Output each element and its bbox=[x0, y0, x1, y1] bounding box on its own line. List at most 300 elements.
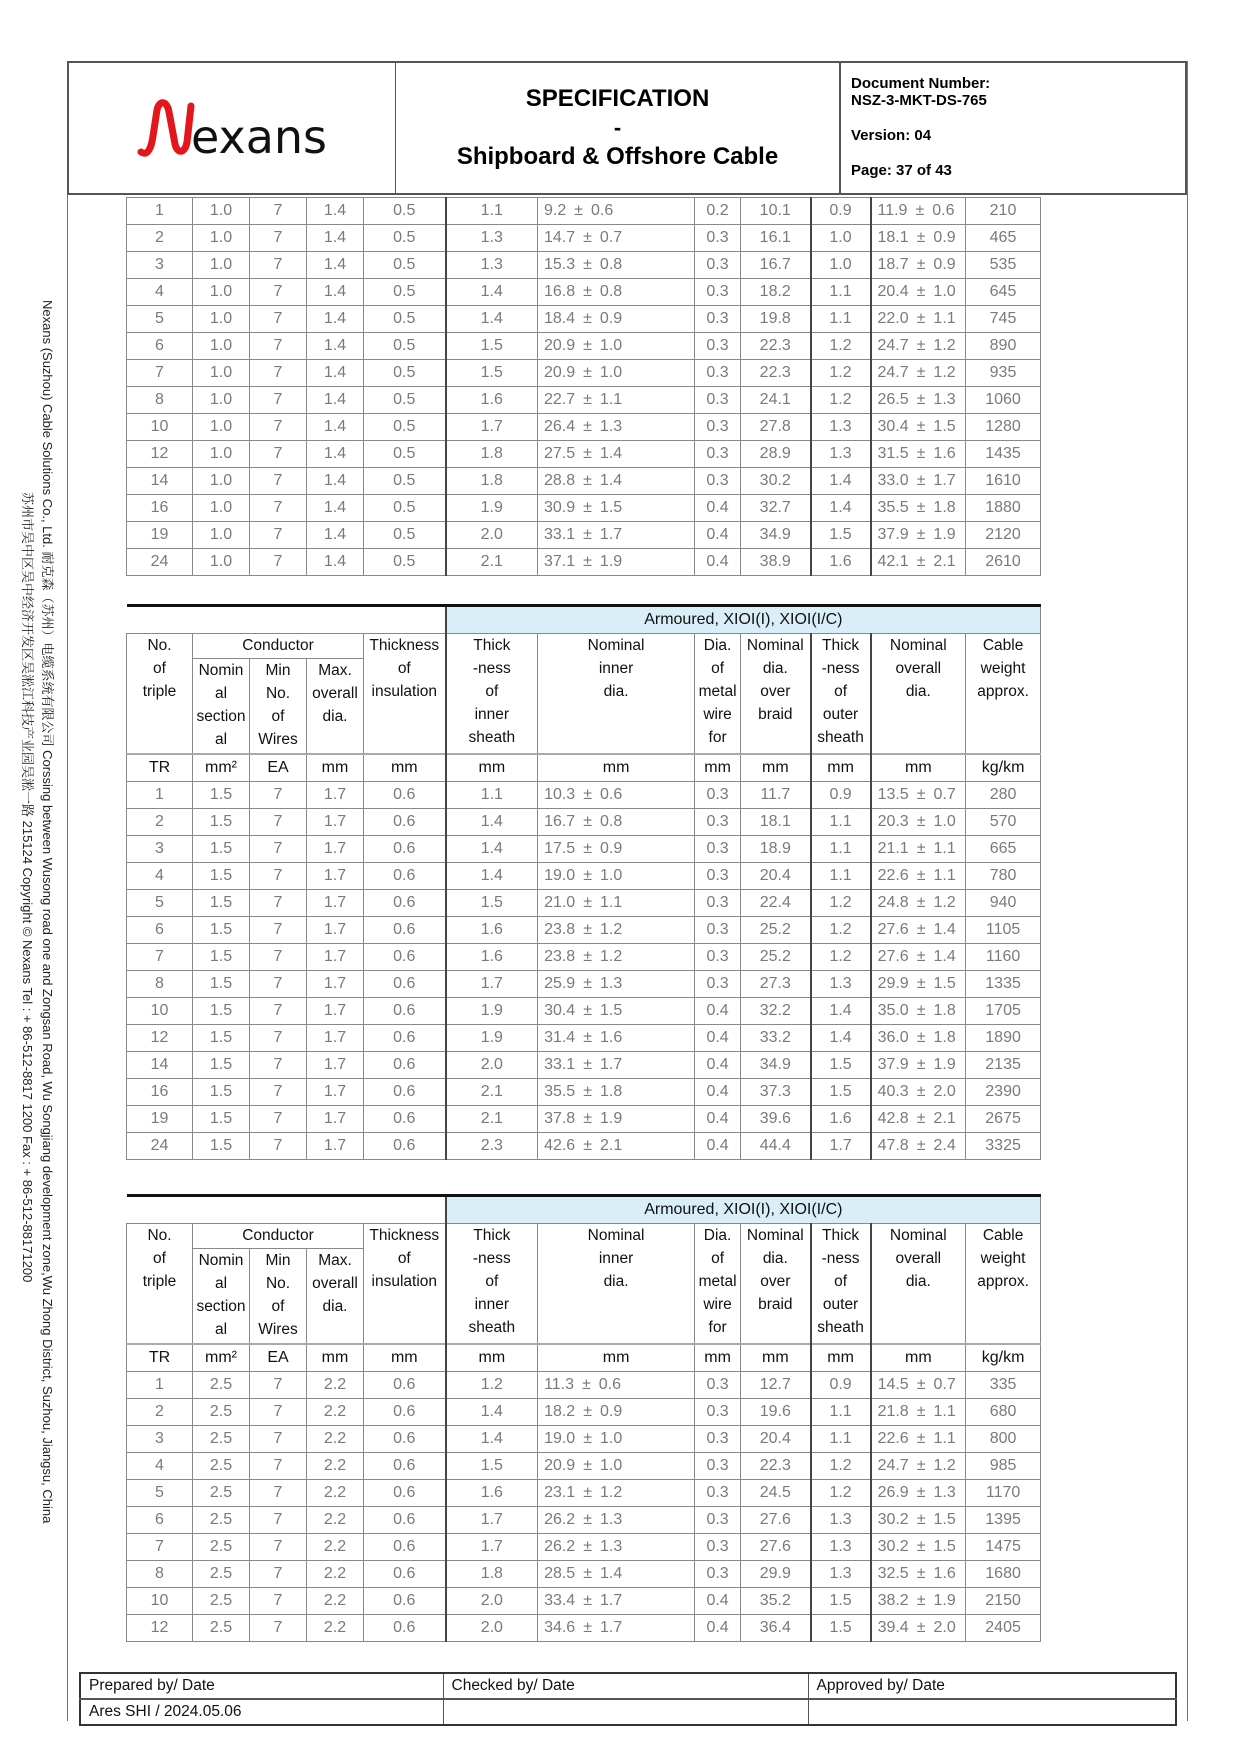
cell: 22.3 bbox=[741, 1453, 811, 1480]
inner-dia-tolerance: 1.0 bbox=[599, 1457, 623, 1474]
cell: 7 bbox=[250, 944, 307, 971]
plus-minus: ± bbox=[583, 948, 592, 965]
overall-dia-tolerance: 1.3 bbox=[933, 1484, 956, 1501]
cell: 0.6 bbox=[364, 1426, 446, 1453]
cell: 7 bbox=[127, 360, 193, 387]
cell: 7 bbox=[250, 1561, 307, 1588]
cell: 2.0 bbox=[446, 522, 538, 549]
col-min-wires-line: of bbox=[271, 1297, 285, 1315]
cell: 34.9 bbox=[741, 522, 811, 549]
doc-number-label: Document Number: bbox=[851, 75, 991, 92]
cell: 7 bbox=[250, 468, 307, 495]
overall-dia-tolerance: 1.1 bbox=[933, 867, 956, 884]
col-outer-sheath-line: sheath bbox=[817, 729, 864, 746]
plus-minus: ± bbox=[916, 1056, 926, 1073]
col-weight-line: Cable bbox=[982, 637, 1024, 654]
col-outer-sheath bbox=[811, 1224, 871, 1345]
cell: 0.5 bbox=[364, 306, 446, 333]
cell: 1.5 bbox=[193, 1052, 250, 1079]
cell: 7 bbox=[127, 1534, 193, 1561]
col-nominal-section-line: Nomin bbox=[198, 1251, 244, 1269]
cell: 1.0 bbox=[193, 198, 250, 225]
inner-dia-cell bbox=[538, 809, 695, 836]
overall-dia-value: 36.0 bbox=[877, 1029, 909, 1046]
inner-dia-cell bbox=[538, 1372, 695, 1399]
overall-dia-tolerance: 2.0 bbox=[933, 1083, 956, 1100]
inner-dia-tolerance: 1.0 bbox=[599, 337, 623, 354]
cell: 0.3 bbox=[695, 360, 741, 387]
weight-cell: 645 bbox=[966, 279, 1041, 306]
overall-dia-tolerance: 1.1 bbox=[933, 1403, 956, 1420]
unit-cell: mm bbox=[811, 754, 871, 782]
cell: 1.3 bbox=[811, 1561, 871, 1588]
plus-minus: ± bbox=[916, 229, 926, 246]
col-max-dia bbox=[307, 658, 364, 754]
overall-dia-cell bbox=[871, 225, 966, 252]
col-weight-line: weight bbox=[980, 660, 1026, 677]
weight-cell: 940 bbox=[966, 890, 1041, 917]
cell: 1.6 bbox=[811, 1106, 871, 1133]
cell: 0.6 bbox=[364, 1106, 446, 1133]
col-inner-sheath-line: of bbox=[485, 683, 499, 700]
cell: 7 bbox=[250, 836, 307, 863]
plus-minus: ± bbox=[583, 1430, 592, 1447]
plus-minus: ± bbox=[916, 1137, 926, 1154]
col-min-wires-line: No. bbox=[265, 1274, 291, 1292]
weight-cell: 1395 bbox=[966, 1507, 1041, 1534]
plus-minus: ± bbox=[916, 1565, 926, 1582]
cell: 1.2 bbox=[811, 890, 871, 917]
cell: 0.6 bbox=[364, 863, 446, 890]
table-row bbox=[127, 225, 1041, 252]
table-row bbox=[127, 1025, 1041, 1052]
cell: 12 bbox=[127, 1025, 193, 1052]
cell: 0.6 bbox=[364, 782, 446, 809]
cell: 1.4 bbox=[307, 306, 364, 333]
inner-dia-value: 26.4 bbox=[544, 418, 576, 435]
cell: 2.5 bbox=[193, 1372, 250, 1399]
inner-dia-value: 11.3 bbox=[544, 1376, 575, 1393]
weight-cell: 890 bbox=[966, 333, 1041, 360]
cell: 0.4 bbox=[695, 998, 741, 1025]
inner-dia-value: 35.5 bbox=[544, 1083, 576, 1100]
cell: 5 bbox=[127, 1480, 193, 1507]
inner-dia-value: 26.2 bbox=[544, 1511, 576, 1528]
cell: 1.7 bbox=[446, 1507, 538, 1534]
overall-dia-value: 33.0 bbox=[877, 472, 909, 489]
overall-dia-tolerance: 1.1 bbox=[933, 310, 956, 327]
cell: 1.4 bbox=[446, 1426, 538, 1453]
overall-dia-cell bbox=[871, 836, 966, 863]
inner-dia-value: 19.0 bbox=[544, 1430, 576, 1447]
weight-cell: 745 bbox=[966, 306, 1041, 333]
col-no-of-triple-line: of bbox=[153, 1250, 166, 1267]
plus-minus: ± bbox=[583, 445, 592, 462]
inner-dia-tolerance: 0.6 bbox=[598, 1376, 622, 1393]
col-overall-dia bbox=[871, 1224, 966, 1345]
cell: 28.9 bbox=[741, 441, 811, 468]
inner-dia-cell bbox=[538, 279, 695, 306]
col-inner-dia-line: dia. bbox=[603, 1273, 629, 1290]
overall-dia-cell bbox=[871, 782, 966, 809]
col-inner-sheath-line: -ness bbox=[472, 660, 511, 677]
cell: 18.2 bbox=[741, 279, 811, 306]
inner-dia-value: 22.7 bbox=[544, 391, 576, 408]
plus-minus: ± bbox=[916, 310, 926, 327]
col-braid-wire-line: wire bbox=[703, 706, 732, 723]
overall-dia-value: 30.2 bbox=[877, 1511, 909, 1528]
plus-minus: ± bbox=[916, 1484, 926, 1501]
cell: 27.8 bbox=[741, 414, 811, 441]
inner-dia-tolerance: 0.7 bbox=[599, 229, 623, 246]
col-no-of-triple bbox=[127, 1224, 193, 1345]
cell: 24 bbox=[127, 1133, 193, 1160]
cell: 0.3 bbox=[695, 252, 741, 279]
inner-dia-cell bbox=[538, 1399, 695, 1426]
plus-minus: ± bbox=[916, 1592, 926, 1609]
cell: 27.3 bbox=[741, 971, 811, 998]
plus-minus: ± bbox=[916, 472, 926, 489]
inner-dia-value: 33.1 bbox=[544, 1056, 576, 1073]
plus-minus: ± bbox=[916, 1002, 926, 1019]
inner-dia-value: 9.2 bbox=[544, 202, 567, 219]
col-min-wires-line: Min bbox=[265, 661, 291, 679]
table-row bbox=[127, 1426, 1041, 1453]
cell: 7 bbox=[250, 387, 307, 414]
cell: 0.5 bbox=[364, 549, 446, 576]
company-contact-vertical: 苏州市吴中区吴中经济开发区吴淞江科技产业园吴淞一路 215124 Copyright © Nexans Tel : + 86-512-8817 1200 Fax : + 86-512-88171200 bbox=[20, 492, 35, 1283]
col-outer-sheath-line: outer bbox=[822, 706, 859, 723]
cell: 1.2 bbox=[811, 333, 871, 360]
cell: 7 bbox=[250, 1480, 307, 1507]
plus-minus: ± bbox=[916, 364, 926, 381]
table-row bbox=[127, 252, 1041, 279]
cell: 1.5 bbox=[811, 1615, 871, 1642]
cell: 6 bbox=[127, 333, 193, 360]
overall-dia-value: 24.7 bbox=[877, 1457, 909, 1474]
col-weight-line: weight bbox=[980, 1250, 1026, 1267]
inner-dia-tolerance: 1.4 bbox=[599, 1565, 623, 1582]
inner-dia-value: 33.4 bbox=[544, 1592, 576, 1609]
unit-cell: TR bbox=[127, 1344, 193, 1372]
overall-dia-tolerance: 1.7 bbox=[933, 472, 956, 489]
overall-dia-value: 24.8 bbox=[877, 894, 909, 911]
cell: 0.3 bbox=[695, 279, 741, 306]
weight-cell: 570 bbox=[966, 809, 1041, 836]
cell: 7 bbox=[250, 198, 307, 225]
cell: 0.3 bbox=[695, 225, 741, 252]
weight-cell: 1705 bbox=[966, 998, 1041, 1025]
cell: 1.5 bbox=[193, 782, 250, 809]
cell: 1.4 bbox=[446, 836, 538, 863]
col-over-braid-line: over bbox=[760, 1273, 791, 1290]
cell: 7 bbox=[250, 549, 307, 576]
cell: 1.1 bbox=[446, 198, 538, 225]
col-outer-sheath-line: -ness bbox=[821, 660, 860, 677]
weight-cell: 1890 bbox=[966, 1025, 1041, 1052]
cell: 25.2 bbox=[741, 917, 811, 944]
col-outer-sheath bbox=[811, 634, 871, 755]
cell: 0.6 bbox=[364, 917, 446, 944]
cell: 1.4 bbox=[307, 522, 364, 549]
plus-minus: ± bbox=[916, 786, 926, 803]
overall-dia-value: 27.6 bbox=[877, 921, 909, 938]
cell: 7 bbox=[250, 863, 307, 890]
cell: 1.7 bbox=[307, 1052, 364, 1079]
overall-dia-tolerance: 1.2 bbox=[933, 337, 956, 354]
cell: 7 bbox=[250, 414, 307, 441]
unit-cell: kg/km bbox=[966, 1344, 1041, 1372]
col-nominal-section bbox=[193, 1248, 250, 1344]
table-row bbox=[127, 917, 1041, 944]
plus-minus: ± bbox=[583, 499, 592, 516]
unit-cell: mm bbox=[307, 754, 364, 782]
table-row bbox=[127, 1453, 1041, 1480]
cell: 1.5 bbox=[193, 1133, 250, 1160]
weight-cell: 1105 bbox=[966, 917, 1041, 944]
cell: 14 bbox=[127, 468, 193, 495]
cell: 1.3 bbox=[811, 1534, 871, 1561]
table-row bbox=[127, 522, 1041, 549]
col-outer-sheath-line: of bbox=[834, 1273, 848, 1290]
unit-cell: mm bbox=[811, 1344, 871, 1372]
cell: 2.5 bbox=[193, 1534, 250, 1561]
overall-dia-value: 21.8 bbox=[877, 1403, 909, 1420]
col-outer-sheath-line: of bbox=[834, 683, 848, 700]
col-inner-dia bbox=[538, 634, 695, 755]
cell: 0.6 bbox=[364, 1133, 446, 1160]
cell: 10 bbox=[127, 1588, 193, 1615]
overall-dia-value: 37.9 bbox=[877, 526, 909, 543]
cell: 7 bbox=[250, 1079, 307, 1106]
col-inner-sheath-line: inner bbox=[474, 1296, 510, 1313]
cell: 0.3 bbox=[695, 333, 741, 360]
col-overall-dia-line: dia. bbox=[905, 683, 931, 700]
overall-dia-cell bbox=[871, 1615, 966, 1642]
col-inner-dia-line: Nominal bbox=[587, 1227, 645, 1244]
cell: 1.2 bbox=[811, 944, 871, 971]
cell: 0.3 bbox=[695, 971, 741, 998]
cell: 2.2 bbox=[307, 1507, 364, 1534]
overall-dia-cell bbox=[871, 306, 966, 333]
unit-cell: mm bbox=[538, 1344, 695, 1372]
col-outer-sheath-line: sheath bbox=[817, 1319, 864, 1336]
cell: 1.1 bbox=[811, 1399, 871, 1426]
inner-dia-tolerance: 2.1 bbox=[599, 1137, 623, 1154]
col-max-dia-line: Max. bbox=[318, 1251, 352, 1269]
cell: 0.9 bbox=[811, 782, 871, 809]
overall-dia-cell bbox=[871, 1133, 966, 1160]
inner-dia-value: 15.3 bbox=[544, 256, 576, 273]
cell: 1.1 bbox=[811, 809, 871, 836]
inner-dia-cell bbox=[538, 549, 695, 576]
cell: 1.5 bbox=[193, 809, 250, 836]
inner-dia-value: 21.0 bbox=[544, 894, 576, 911]
plus-minus: ± bbox=[916, 840, 926, 857]
cell: 0.4 bbox=[695, 1133, 741, 1160]
weight-cell: 985 bbox=[966, 1453, 1041, 1480]
overall-dia-cell bbox=[871, 495, 966, 522]
inner-dia-cell bbox=[538, 522, 695, 549]
plus-minus: ± bbox=[583, 1565, 592, 1582]
cell: 29.9 bbox=[741, 1561, 811, 1588]
unit-cell: mm bbox=[871, 754, 966, 782]
cell: 0.3 bbox=[695, 441, 741, 468]
cell: 22.3 bbox=[741, 360, 811, 387]
approved-by-value bbox=[808, 1699, 1176, 1725]
col-outer-sheath-line: -ness bbox=[821, 1250, 860, 1267]
overall-dia-tolerance: 0.9 bbox=[933, 256, 956, 273]
table-row bbox=[127, 1372, 1041, 1399]
weight-cell: 465 bbox=[966, 225, 1041, 252]
cell: 1.0 bbox=[193, 225, 250, 252]
cell: 39.6 bbox=[741, 1106, 811, 1133]
weight-cell: 680 bbox=[966, 1399, 1041, 1426]
overall-dia-value: 20.4 bbox=[877, 283, 909, 300]
col-overall-dia-line: overall bbox=[895, 1250, 942, 1267]
inner-dia-value: 23.8 bbox=[544, 921, 576, 938]
checked-by-label: Checked by/ Date bbox=[443, 1673, 808, 1699]
document-header bbox=[67, 61, 1187, 195]
overall-dia-tolerance: 1.9 bbox=[933, 1056, 956, 1073]
cell: 2.5 bbox=[193, 1507, 250, 1534]
cell: 0.6 bbox=[364, 1615, 446, 1642]
cell: 0.3 bbox=[695, 306, 741, 333]
cell: 32.7 bbox=[741, 495, 811, 522]
col-max-dia-line: dia. bbox=[322, 707, 348, 725]
plus-minus: ± bbox=[916, 1457, 926, 1474]
cell: 1.0 bbox=[193, 495, 250, 522]
cell: 7 bbox=[250, 1534, 307, 1561]
cell: 1.7 bbox=[307, 998, 364, 1025]
cell: 1.2 bbox=[811, 1480, 871, 1507]
inner-dia-cell bbox=[538, 1426, 695, 1453]
overall-dia-tolerance: 1.9 bbox=[933, 1592, 956, 1609]
cell: 16 bbox=[127, 1079, 193, 1106]
col-braid-wire-line: wire bbox=[703, 1296, 732, 1313]
overall-dia-tolerance: 1.5 bbox=[933, 975, 956, 992]
cell: 1.5 bbox=[193, 944, 250, 971]
cell: 5 bbox=[127, 890, 193, 917]
weight-cell: 335 bbox=[966, 1372, 1041, 1399]
cell: 1.5 bbox=[446, 360, 538, 387]
overall-dia-cell bbox=[871, 1025, 966, 1052]
cell: 1.7 bbox=[307, 1133, 364, 1160]
overall-dia-cell bbox=[871, 1372, 966, 1399]
weight-cell: 1610 bbox=[966, 468, 1041, 495]
col-overall-dia-line: dia. bbox=[905, 1273, 931, 1290]
cell: 0.6 bbox=[364, 1025, 446, 1052]
cell: 1.7 bbox=[446, 414, 538, 441]
overall-dia-value: 29.9 bbox=[877, 975, 909, 992]
inner-dia-cell bbox=[538, 198, 695, 225]
cell: 10 bbox=[127, 998, 193, 1025]
overall-dia-tolerance: 1.2 bbox=[933, 894, 956, 911]
cell: 7 bbox=[127, 944, 193, 971]
plus-minus: ± bbox=[916, 1029, 926, 1046]
overall-dia-cell bbox=[871, 809, 966, 836]
col-weight bbox=[966, 634, 1041, 755]
company-address-vertical: Nexans (Suzhou) Cable Solutions Co., Ltd. 耐克森（苏州）电缆系统有限公司 Corssing between Wusong road one and Zongsan Road, Wu Songjiang development zone,Wu Zhong District, Suzhou, Jiangsu, China bbox=[40, 300, 55, 1524]
table-row bbox=[127, 1588, 1041, 1615]
table-row bbox=[127, 333, 1041, 360]
col-insulation-line: insulation bbox=[371, 683, 438, 700]
overall-dia-cell bbox=[871, 1480, 966, 1507]
overall-dia-value: 42.8 bbox=[877, 1110, 909, 1127]
overall-dia-tolerance: 1.5 bbox=[933, 1511, 956, 1528]
inner-dia-value: 37.8 bbox=[544, 1110, 576, 1127]
cell: 7 bbox=[250, 890, 307, 917]
inner-dia-value: 25.9 bbox=[544, 975, 576, 992]
cell: 7 bbox=[250, 360, 307, 387]
cell: 4 bbox=[127, 279, 193, 306]
cell: 0.6 bbox=[364, 1079, 446, 1106]
overall-dia-tolerance: 1.0 bbox=[933, 283, 956, 300]
unit-cell: mm bbox=[871, 1344, 966, 1372]
cell: 8 bbox=[127, 1561, 193, 1588]
cell: 1 bbox=[127, 198, 193, 225]
cell: 1.4 bbox=[307, 441, 364, 468]
overall-dia-tolerance: 1.3 bbox=[933, 391, 956, 408]
inner-dia-cell bbox=[538, 890, 695, 917]
cell: 1.6 bbox=[446, 387, 538, 414]
cell: 1 bbox=[127, 1372, 193, 1399]
overall-dia-value: 18.7 bbox=[877, 256, 909, 273]
weight-cell: 1160 bbox=[966, 944, 1041, 971]
col-outer-sheath-line: Thick bbox=[822, 1227, 860, 1244]
cell: 1.2 bbox=[811, 1453, 871, 1480]
page-number: Page: 37 of 43 bbox=[851, 162, 952, 179]
cell: 2.0 bbox=[446, 1588, 538, 1615]
cell: 2.2 bbox=[307, 1453, 364, 1480]
overall-dia-cell bbox=[871, 1426, 966, 1453]
plus-minus: ± bbox=[583, 1056, 592, 1073]
col-over-braid-line: braid bbox=[758, 706, 793, 723]
cell: 2.2 bbox=[307, 1372, 364, 1399]
company-logo bbox=[69, 63, 396, 193]
cell: 0.4 bbox=[695, 1588, 741, 1615]
cell: 1.5 bbox=[811, 1079, 871, 1106]
inner-dia-value: 18.2 bbox=[544, 1403, 576, 1420]
cell: 1.5 bbox=[193, 998, 250, 1025]
cell: 7 bbox=[250, 1588, 307, 1615]
cell: 25.2 bbox=[741, 944, 811, 971]
inner-dia-tolerance: 1.7 bbox=[599, 1592, 623, 1609]
plus-minus: ± bbox=[916, 256, 926, 273]
table-row bbox=[127, 495, 1041, 522]
cell: 1.4 bbox=[446, 809, 538, 836]
cell: 7 bbox=[250, 1133, 307, 1160]
cell: 0.6 bbox=[364, 890, 446, 917]
cell: 7 bbox=[250, 917, 307, 944]
cell: 0.4 bbox=[695, 549, 741, 576]
cell: 1.0 bbox=[811, 252, 871, 279]
inner-dia-value: 16.7 bbox=[544, 813, 576, 830]
plus-minus: ± bbox=[583, 1029, 592, 1046]
cell: 0.6 bbox=[364, 998, 446, 1025]
plus-minus: ± bbox=[583, 1538, 592, 1555]
table-row bbox=[127, 306, 1041, 333]
col-inner-sheath-line: sheath bbox=[468, 729, 516, 746]
col-no-of-triple-line: of bbox=[153, 660, 166, 677]
cell: 8 bbox=[127, 971, 193, 998]
cell: 1.7 bbox=[307, 782, 364, 809]
weight-cell: 1680 bbox=[966, 1561, 1041, 1588]
overall-dia-cell bbox=[871, 890, 966, 917]
cell: 1.3 bbox=[811, 414, 871, 441]
cell: 1.0 bbox=[193, 306, 250, 333]
plus-minus: ± bbox=[583, 283, 592, 300]
